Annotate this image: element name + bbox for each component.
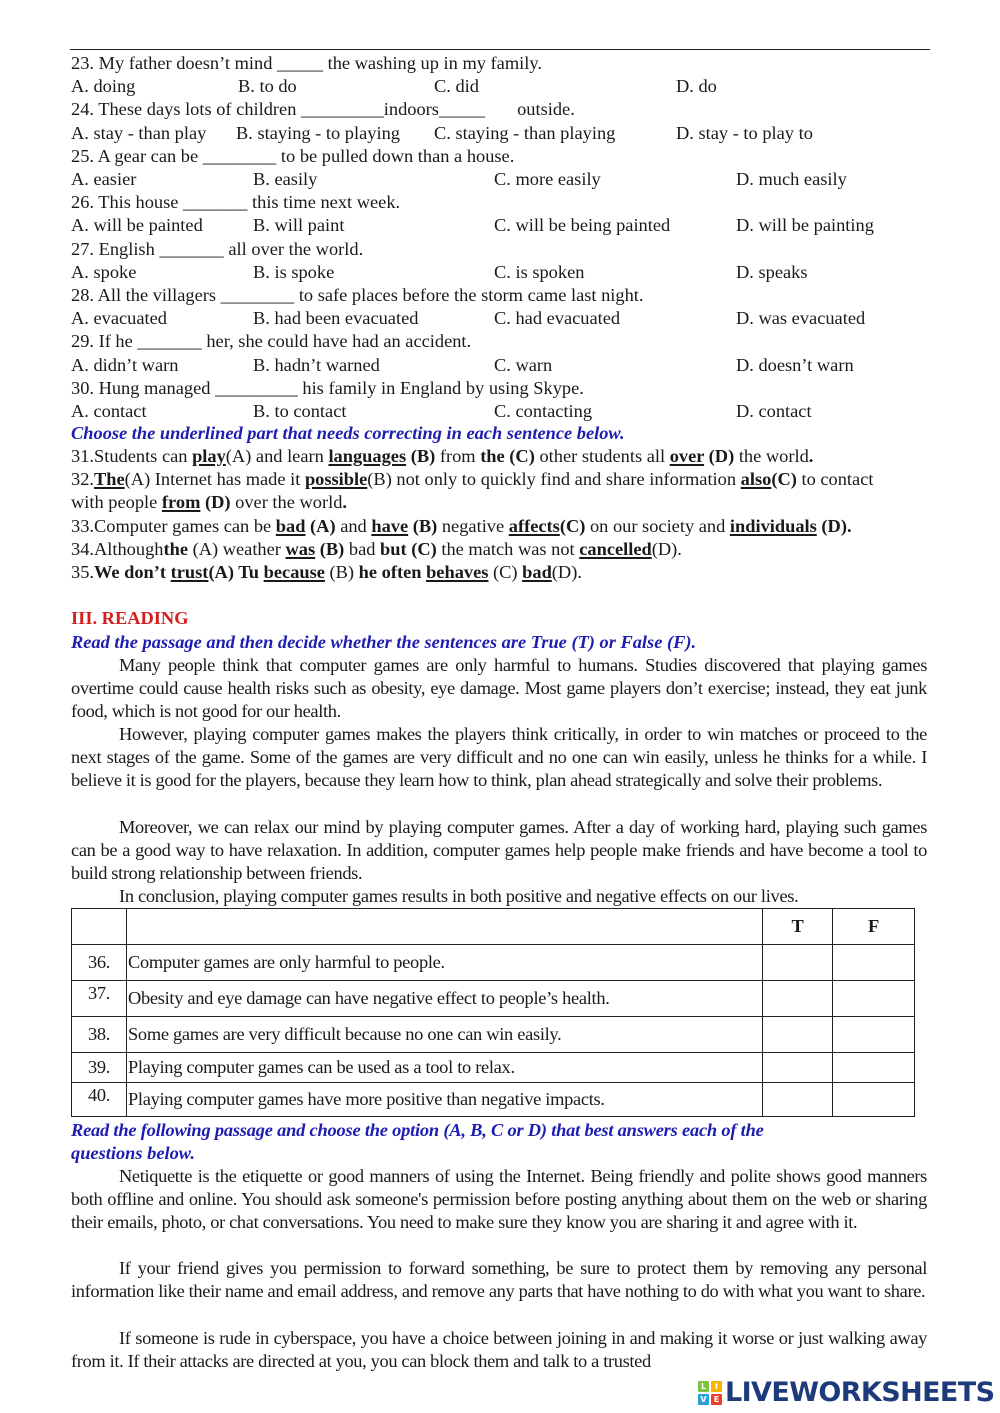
sentence-text: (D) <box>200 492 231 513</box>
sentence-text: and <box>335 515 372 536</box>
underlined-part[interactable]: have <box>371 515 409 536</box>
error-sentence <box>71 538 682 561</box>
answer-option-c[interactable]: C. will be being painted <box>494 215 671 236</box>
sentence-text: the world <box>734 446 809 466</box>
row-number: 39. <box>72 1053 127 1083</box>
underlined-part[interactable]: affects <box>508 515 560 536</box>
sentence-text: We don’t <box>94 562 171 582</box>
sentence-text: (B) <box>315 538 345 559</box>
sentence-text: on our society and <box>585 515 730 536</box>
sentence-text: (A) weather <box>187 538 286 559</box>
true-answer-cell[interactable] <box>763 1083 833 1117</box>
row-statement: Some games are very difficult because no one can win easily. <box>127 1017 763 1053</box>
answer-option-b[interactable]: B. is spoke <box>253 261 335 282</box>
logo-tile: L <box>698 1381 709 1392</box>
answer-option-b[interactable]: B. had been evacuated <box>253 308 419 329</box>
sentence-text: (B) <box>408 515 438 536</box>
underlined-part[interactable]: was <box>285 538 316 559</box>
sentence-text: with people <box>71 492 162 513</box>
sentence-text: (D) <box>704 446 735 466</box>
mcq-instruction-line2: questions below. <box>71 1143 195 1163</box>
underlined-part[interactable]: possible <box>304 469 368 490</box>
underlined-part[interactable]: languages <box>328 446 407 466</box>
underlined-part[interactable]: bad <box>522 562 552 582</box>
sentence-text: (C) <box>771 469 797 490</box>
answer-option-b[interactable]: B. hadn’t warned <box>253 354 380 375</box>
error-sentence <box>71 445 813 468</box>
answer-option-a[interactable]: A. evacuated <box>71 308 167 329</box>
logo-tile: V <box>698 1394 709 1405</box>
question-stem: 29. If he _______ her, she could have had an accident. <box>71 331 472 352</box>
passage2-paragraph-2: If your friend gives you permission to forward something, be sure to protect them by removing any personal information like their name and email address, and remove any parts that have nothing to do with what you want to share. <box>71 1258 927 1302</box>
true-answer-cell[interactable] <box>763 945 833 981</box>
sentence-text: from <box>435 446 481 466</box>
true-answer-cell[interactable] <box>763 1017 833 1053</box>
answer-option-c[interactable]: C. staying - than playing <box>434 122 616 143</box>
sentence-text: . <box>342 492 347 513</box>
false-answer-cell[interactable] <box>833 1083 915 1117</box>
answer-option-b[interactable]: B. will paint <box>253 215 345 236</box>
sentence-text: (B) <box>406 446 436 466</box>
table-row <box>72 981 915 1017</box>
sentence-text: (A) and learn <box>225 446 329 466</box>
sentence-text: (D). <box>551 562 582 582</box>
sentence-text: (B) <box>324 562 359 582</box>
header-false: F <box>833 909 915 945</box>
sentence-text: negative <box>437 515 509 536</box>
answer-option-d[interactable]: D. stay - to play to <box>676 122 813 143</box>
underlined-part[interactable]: individuals <box>729 515 817 536</box>
underlined-part[interactable]: behaves <box>426 562 489 582</box>
answer-option-a[interactable]: A. stay - than play <box>71 122 207 143</box>
false-answer-cell[interactable] <box>833 1053 915 1083</box>
underlined-part[interactable]: trust <box>170 562 209 582</box>
answer-option-c[interactable]: C. more easily <box>494 169 601 189</box>
error-sentence <box>71 468 873 491</box>
passage2-paragraph-1: Netiquette is the etiquette or good manners of using the Internet. Being friendly and polite shows good manners both offline and online. You should ask someone's permission before posting anything about them on the web or sharing their emails, photo, or chat conversations. You need to make sure they know you are sharing it and agree with it. <box>71 1166 927 1233</box>
passage1-paragraph-2: However, playing computer games makes the players think critically, in order to win matches or proceed to the next stages of the game. Some of the games are very difficult and no one can win easily, unless he thinks for a while. I believe it is good for the players, because they learn how to think, plan ahead strategically and solve their problems. <box>71 724 927 791</box>
table-row <box>72 1083 915 1117</box>
question-stem: 24. These days lots of children _________indoors_____ outside. <box>71 99 575 120</box>
mcq-instruction-line1: Read the following passage and choose the option (A, B, C or D) that best answers each of the <box>71 1120 764 1140</box>
answer-option-c[interactable]: C. is spoken <box>494 261 585 282</box>
row-statement: Obesity and eye damage can have negative effect to people’s health. <box>127 981 763 1017</box>
table-row <box>72 1017 915 1053</box>
row-number: 37. <box>72 981 127 1017</box>
passage1-paragraph-4: In conclusion, playing computer games results in both positive and negative effects on our lives. <box>119 886 799 906</box>
answer-option-c[interactable]: C. did <box>434 76 479 97</box>
underlined-part[interactable]: because <box>263 562 325 582</box>
answer-option-d[interactable]: D. will be painting <box>736 215 874 236</box>
sentence-text: (D). <box>816 515 852 536</box>
answer-option-d[interactable]: D. was evacuated <box>736 308 866 329</box>
passage1-paragraph-1: Many people think that computer games are only harmful to humans. Studies discovered that playing games overtime could cause health risks such as obesity, eye damage. Most game players don’t exercise; instead, they eat junk food, which is not good for our health. <box>71 655 927 722</box>
row-number: 40. <box>72 1083 127 1117</box>
answer-option-b[interactable]: B. to contact <box>253 401 347 421</box>
row-statement: Playing computer games have more positive than negative impacts. <box>127 1083 763 1117</box>
sentence-text: 34.Although <box>71 538 164 559</box>
underlined-part[interactable]: cancelled <box>579 538 652 559</box>
table-header-row <box>72 909 915 945</box>
false-answer-cell[interactable] <box>833 945 915 981</box>
sentence-text: other students all <box>534 446 670 466</box>
logo-tiles-icon <box>698 1381 722 1405</box>
answer-option-a[interactable]: A. contact <box>71 401 147 421</box>
answer-option-c[interactable]: C. warn <box>494 354 553 375</box>
passage1-paragraph-3: Moreover, we can relax our mind by playing computer games. After a day of working hard, playing such games can be a good way to have relaxation. In addition, computer games help people make friends and have become a tool to build strong relationship between friends. <box>71 817 927 884</box>
underlined-part[interactable]: also <box>740 469 772 490</box>
tf-instruction: Read the passage and then decide whether the sentences are True (T) or False (F). <box>71 632 697 652</box>
answer-option-b[interactable]: B. easily <box>253 169 318 189</box>
liveworksheets-logo[interactable] <box>698 1377 994 1409</box>
reading-title: III. READING <box>71 608 189 628</box>
header-statement <box>127 909 763 945</box>
sentence-text: (C) <box>488 562 523 582</box>
question-stem: 30. Hung managed _________ his family in England by using Skype. <box>71 377 584 398</box>
passage2-paragraph-3: If someone is rude in cyberspace, you have a choice between joining in and making it worse or just walking away from it. If their attacks are directed at you, you can block them and talk to a trusted <box>71 1328 927 1372</box>
question-stem: 25. A gear can be ________ to be pulled down than a house. <box>71 145 515 166</box>
answer-option-a[interactable]: A. didn’t warn <box>71 354 179 375</box>
sentence-text: but (C) <box>380 538 437 559</box>
sentence-text: 32. <box>71 469 94 490</box>
sentence-text: over the world <box>230 492 343 513</box>
logo-text: LIVEWORKSHEETS <box>725 1377 995 1408</box>
answer-option-a[interactable]: A. will be painted <box>71 215 203 236</box>
answer-option-d[interactable]: D. do <box>676 76 717 97</box>
logo-tile: E <box>711 1394 722 1405</box>
sentence-text: (D). <box>651 538 682 559</box>
answer-option-c[interactable]: C. contacting <box>494 401 593 421</box>
answer-option-b[interactable]: B. staying - to playing <box>236 122 400 143</box>
error-sentence <box>71 515 852 538</box>
underlined-part[interactable]: over <box>669 446 705 466</box>
question-stem: 27. English _______ all over the world. <box>71 238 364 259</box>
underlined-part[interactable]: play <box>192 446 226 466</box>
answer-option-b[interactable]: B. to do <box>238 76 297 97</box>
sentence-text: the match was not <box>436 538 580 559</box>
row-number: 38. <box>72 1017 127 1053</box>
header-true: T <box>763 909 833 945</box>
sentence-text: the <box>163 538 188 559</box>
answer-option-a[interactable]: A. doing <box>71 76 136 97</box>
question-stem: 23. My father doesn’t mind _____ the washing up in my family. <box>71 53 542 73</box>
sentence-text: (B) not only to quickly find and share information <box>367 469 741 490</box>
logo-tile: I <box>711 1381 722 1392</box>
answer-option-d[interactable]: D. speaks <box>736 261 808 282</box>
sentence-text: the (C) <box>480 446 535 466</box>
sentence-text: (C) <box>559 515 586 536</box>
header-num <box>72 909 127 945</box>
row-number: 36. <box>72 945 127 981</box>
answer-option-a[interactable]: A. spoke <box>71 261 137 282</box>
sentence-text: he often <box>358 562 427 582</box>
true-answer-cell[interactable] <box>763 981 833 1017</box>
error-sentence <box>71 561 582 584</box>
question-stem: 26. This house _______ this time next week. <box>71 192 401 213</box>
true-answer-cell[interactable] <box>763 1053 833 1083</box>
underlined-part[interactable]: from <box>161 492 201 513</box>
header-rule <box>70 49 930 50</box>
sentence-text: 33.Computer games can be <box>71 515 276 536</box>
sentence-text: 31.Students can <box>71 446 193 466</box>
sentence-text: (A) Internet has made it <box>124 469 305 490</box>
answer-option-d[interactable]: D. contact <box>736 401 812 421</box>
false-answer-cell[interactable] <box>833 981 915 1017</box>
table-row <box>72 1053 915 1083</box>
answer-option-c[interactable]: C. had evacuated <box>494 308 621 329</box>
error-sentence <box>71 491 347 514</box>
false-answer-cell[interactable] <box>833 1017 915 1053</box>
sentence-text: (A) Tu <box>208 562 264 582</box>
true-false-table <box>71 908 915 1117</box>
answer-option-d[interactable]: D. much easily <box>736 169 847 189</box>
underlined-part[interactable]: bad <box>275 515 306 536</box>
sentence-text: 35. <box>71 562 94 582</box>
row-statement: Computer games are only harmful to people. <box>127 945 763 981</box>
error-instruction: Choose the underlined part that needs correcting in each sentence below. <box>71 423 625 443</box>
sentence-text: (A) <box>305 515 336 536</box>
table-row <box>72 945 915 981</box>
sentence-text: to contact <box>796 469 874 490</box>
question-stem: 28. All the villagers ________ to safe places before the storm came last night. <box>71 285 644 305</box>
sentence-text: bad <box>344 538 381 559</box>
underlined-part[interactable]: The <box>94 469 125 490</box>
answer-option-d[interactable]: D. doesn’t warn <box>736 354 854 375</box>
answer-option-a[interactable]: A. easier <box>71 169 137 189</box>
sentence-text: . <box>808 446 814 466</box>
row-statement: Playing computer games can be used as a tool to relax. <box>127 1053 763 1083</box>
